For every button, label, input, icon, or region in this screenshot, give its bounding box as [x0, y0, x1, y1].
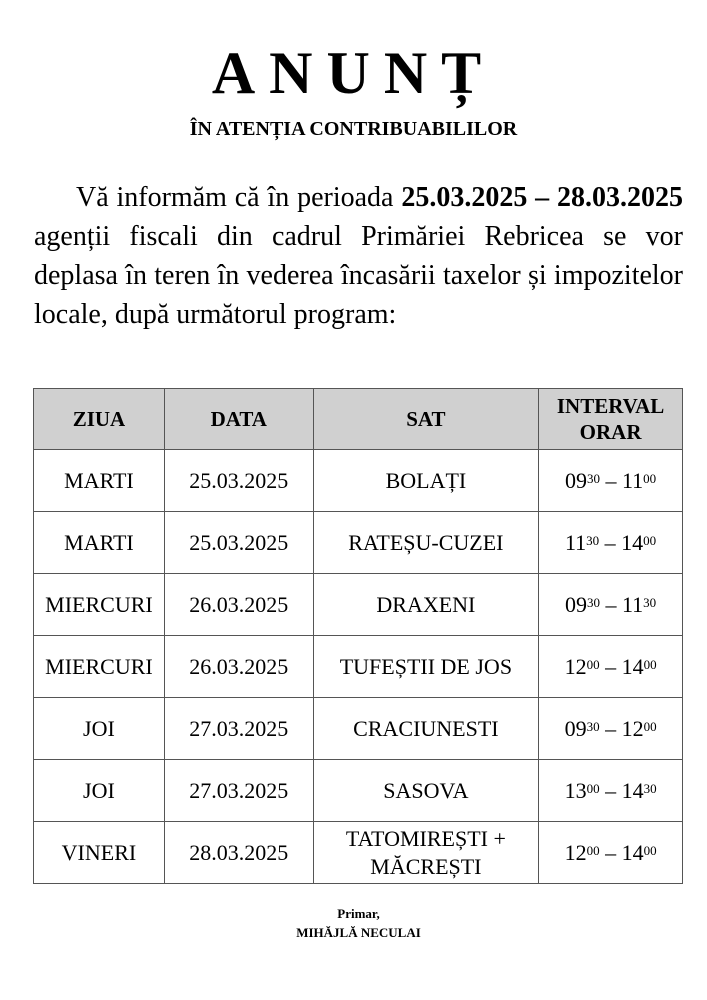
end-hour: 11	[621, 591, 644, 617]
start-hour: 12	[564, 653, 587, 679]
intro-text-start: Vă informăm că în perioada	[76, 182, 402, 213]
start-minute: 30	[586, 594, 600, 610]
start-hour: 09	[564, 467, 587, 493]
schedule-table	[33, 388, 683, 884]
cell-sat: DRAXENI	[313, 574, 539, 636]
cell-ziua: JOI	[34, 760, 165, 822]
start-minute: 00	[586, 842, 600, 858]
cell-ziua: MIERCURI	[34, 574, 165, 636]
time-separator: –	[599, 715, 622, 741]
time-separator: –	[599, 777, 622, 803]
cell-sat: TATOMIREȘTI + MĂCREȘTI	[313, 822, 539, 884]
start-minute: 00	[586, 656, 600, 672]
cell-data: 26.03.2025	[164, 574, 313, 636]
end-minute: 00	[643, 532, 657, 548]
signature-name: MIHĂJLĂ NECULAI	[296, 925, 421, 940]
start-minute: 30	[586, 470, 600, 486]
table-row	[34, 450, 683, 512]
cell-sat: CRACIUNESTI	[313, 698, 539, 760]
header-interval: INTERVAL ORAR	[539, 389, 683, 450]
cell-data: 27.03.2025	[164, 760, 313, 822]
start-hour: 09	[564, 591, 587, 617]
header-data: DATA	[164, 389, 313, 450]
cell-interval	[539, 574, 683, 636]
end-hour: 14	[621, 839, 644, 865]
start-minute: 30	[586, 532, 600, 548]
cell-data: 25.03.2025	[164, 450, 313, 512]
page-title: ANUNȚ	[211, 40, 496, 106]
cell-interval	[539, 636, 683, 698]
end-hour: 14	[621, 653, 644, 679]
time-separator: –	[599, 653, 622, 679]
page-subtitle: ÎN ATENȚIA CONTRIBUABILILOR	[189, 118, 518, 140]
cell-ziua: MIERCURI	[34, 636, 165, 698]
end-hour: 11	[621, 467, 644, 493]
end-minute: 00	[643, 656, 657, 672]
cell-interval	[539, 450, 683, 512]
start-hour: 13	[564, 777, 587, 803]
cell-data: 27.03.2025	[164, 698, 313, 760]
cell-data: 25.03.2025	[164, 512, 313, 574]
signature-role: Primar,	[337, 906, 380, 921]
cell-ziua: MARTI	[34, 450, 165, 512]
end-minute: 00	[643, 842, 657, 858]
header-sat: SAT	[313, 389, 539, 450]
cell-data: 28.03.2025	[164, 822, 313, 884]
intro-date-range: 25.03.2025 – 28.03.2025	[401, 182, 683, 213]
intro-text-end: agenții fiscali din cadrul Primăriei Rebricea se vor deplasa în teren în vederea încasării taxelor și impozitelor locale, după următorul program:	[34, 221, 683, 330]
table-row	[34, 512, 683, 574]
intro-paragraph	[34, 178, 683, 334]
start-hour: 11	[564, 529, 587, 555]
table-row	[34, 698, 683, 760]
table-row	[34, 822, 683, 884]
start-hour: 09	[564, 715, 587, 741]
cell-ziua: VINERI	[34, 822, 165, 884]
end-hour: 12	[621, 715, 644, 741]
cell-data: 26.03.2025	[164, 636, 313, 698]
header-ziua: ZIUA	[34, 389, 165, 450]
time-separator: –	[599, 529, 622, 555]
cell-sat: RATEȘU-CUZEI	[313, 512, 539, 574]
cell-interval	[539, 760, 683, 822]
time-separator: –	[599, 467, 622, 493]
cell-ziua: JOI	[34, 698, 165, 760]
time-separator: –	[599, 839, 622, 865]
time-separator: –	[599, 591, 622, 617]
table-row	[34, 636, 683, 698]
end-minute: 00	[643, 718, 657, 734]
table-header-row	[34, 389, 683, 450]
cell-interval	[539, 698, 683, 760]
end-hour: 14	[621, 529, 644, 555]
cell-sat: TUFEȘTII DE JOS	[313, 636, 539, 698]
cell-ziua: MARTI	[34, 512, 165, 574]
table-row	[34, 574, 683, 636]
cell-interval	[539, 822, 683, 884]
start-minute: 30	[586, 718, 600, 734]
end-minute: 00	[643, 470, 657, 486]
end-minute: 30	[643, 780, 657, 796]
end-minute: 30	[643, 594, 657, 610]
start-minute: 00	[586, 780, 600, 796]
start-hour: 12	[564, 839, 587, 865]
cell-sat: BOLAȚI	[313, 450, 539, 512]
cell-interval	[539, 512, 683, 574]
cell-sat: SASOVA	[313, 760, 539, 822]
signature-block	[0, 904, 707, 942]
table-row	[34, 760, 683, 822]
end-hour: 14	[621, 777, 644, 803]
